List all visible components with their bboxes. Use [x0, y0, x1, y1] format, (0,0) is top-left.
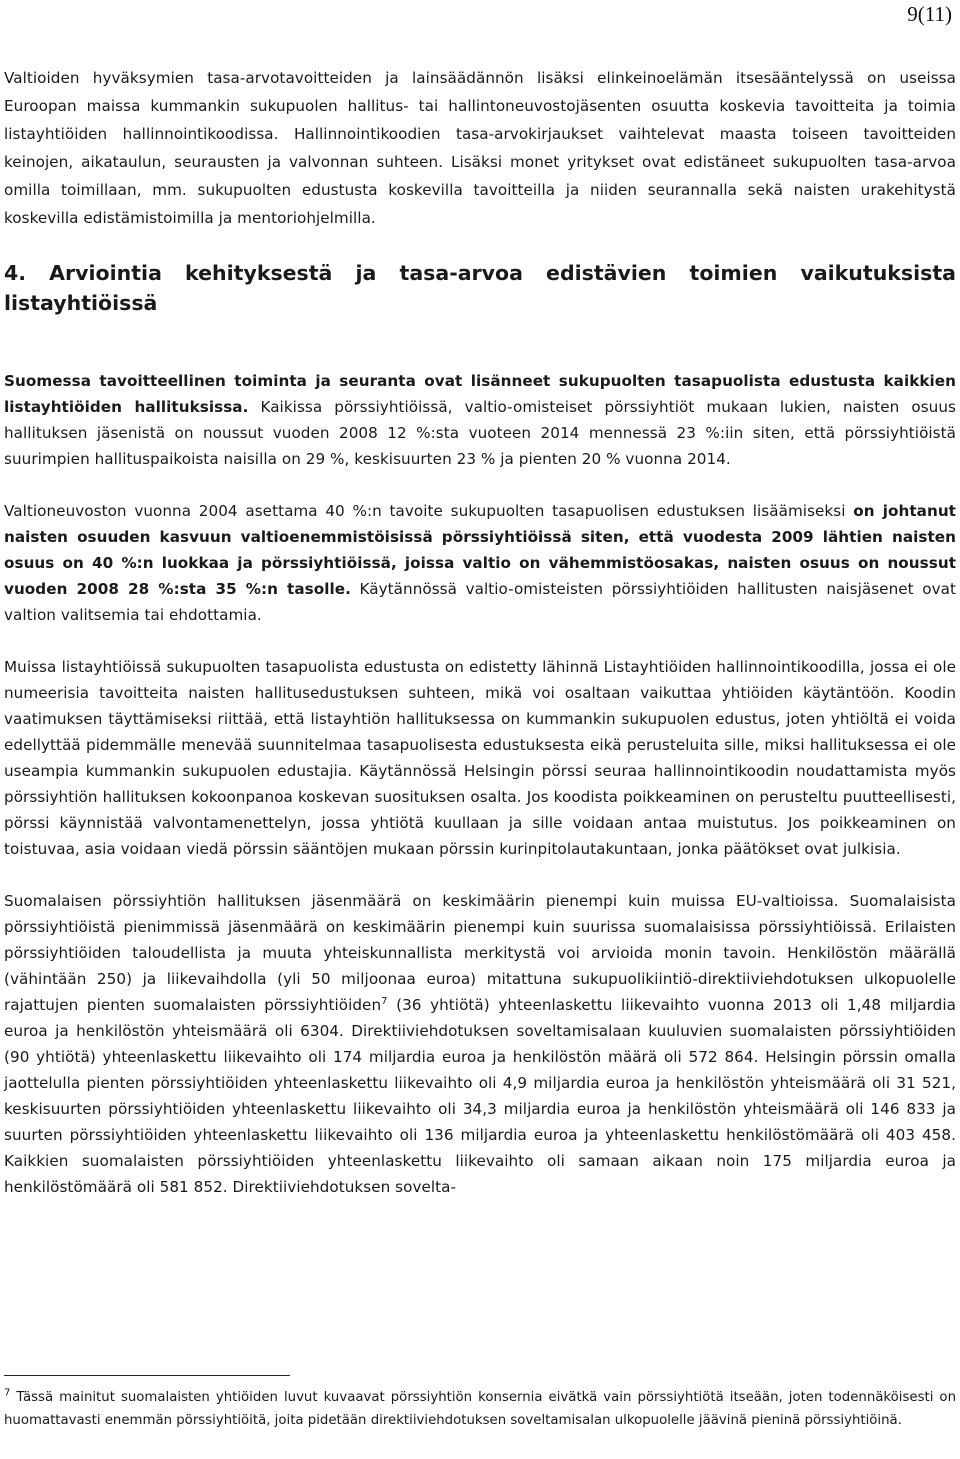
paragraph-government-target	[4, 498, 956, 628]
paragraph-government-target-text: Käytännössä valtio-omisteisten pörssiyhtiöiden hallitusten naisjäsenet ovat valtion valitsemia tai ehdottamia.	[4, 580, 956, 624]
paragraph-company-sizes-after: (36 yhtiötä) yhteenlaskettu liikevaihto vuonna 2013 oli 1,48 miljardia euroa ja henkilöstön yhteismäärä oli 6304. Direktiiviehdotuksen soveltamisalaan kuuluvien suomalaisten pörssiyhtiöiden (90 yhtiötä) yhteenlaskettu liikevaihto oli 174 miljardia euroa ja henkilöstön määrä oli 572 864. Helsingin pörssin omalla jaottelulla pienten pörssiyhtiöiden yhteenlaskettu liikevaihto oli 4,9 miljardia euroa ja henkilöstön yhteismäärä oli 31 521, keskisuurten pörssiyhtiöiden yhteenlaskettu liikevaihto oli 34,3 miljardia euroa ja henkilöstön yhteismäärä oli 146 833 ja suurten pörssiyhtiöiden yhteenlaskettu liikevaihto oli 136 miljardia euroa ja yhteenlaskettu henkilöstömäärä oli 403 458. Kaikkien suomalaisten pörssiyhtiöiden yhteenlaskettu liikevaihto oli samaan aikaan noin 175 miljardia euroa ja henkilöstömäärä oli 581 852. Direktiiviehdotuksen sovelta-	[4, 996, 956, 1196]
paragraph-government-target-lead: Valtioneuvoston vuonna 2004 asettama 40 %:n tavoite sukupuolten tasapuolisen edustuksen lisäämiseksi	[4, 502, 854, 520]
page-number: 9(11)	[907, 2, 952, 26]
footnote-reference[interactable]: 7	[381, 995, 388, 1007]
paragraph-government-target-bold: on johtanut naisten osuuden kasvuun valtioenemmistöisissä pörssiyhtiöissä siten, että vuodesta 2009 lähtien naisten osuus on 40 %:n luokkaa ja pörssiyhtiöissä, joissa valtio on vähemmistöosakas, naisten osuus on noussut vuoden 2008 28 %:sta 35 %:n tasolle.	[4, 502, 956, 598]
document-body	[4, 64, 956, 1200]
paragraph-board-share	[4, 368, 956, 472]
footnote-text: Tässä mainitut suomalaisten yhtiöiden luvut kuvaavat pörssiyhtiön konsernia eivätkä vain pörssiyhtiötä itseään, joten todennäköisesti on huomattavasti enemmän pörssiyhtiöitä, joita pidetään direktiiviehdotuksen soveltamisalan ulkopuolelle jäävinä pieninä pörssiyhtiöinä.	[4, 1390, 956, 1428]
paragraph-company-sizes-before: Suomalaisen pörssiyhtiön hallituksen jäsenmäärä on keskimäärin pienempi kuin muissa EU-valtioissa. Suomalaisista pörssiyhtiöistä pienimmissä jäsenmäärä on keskimäärin pienempi kuin suurissa suomalaisissa pörssiyhtiöissä. Erilaisten pörssiyhtiöiden taloudellista ja muuta yhteiskunnallista merkitystä voi arvioida monin tavoin. Henkilöstön määrällä (vähintään 250) ja liikevaihdolla (yli 50 miljoonaa euroa) mitattuna sukupuolikiintiö-direktiiviehdotuksen ulkopuolelle rajattujen pienten suomalaisten pörssiyhtiöiden	[4, 892, 956, 1014]
footnote	[4, 1386, 956, 1432]
footnote-number: 7	[4, 1387, 11, 1399]
paragraph-governance-code: Muissa listayhtiöissä sukupuolten tasapuolista edustusta on edistetty lähinnä Listayhtiöiden hallinnointikoodilla, jossa ei ole numeerisia tavoitteita naisten hallitusedustuksen suhteen, mikä voi osaltaan vaikuttaa yhtiöiden käytäntöön. Koodin vaatimuksen täyttämiseksi riittää, että listayhtiön hallituksessa on kummankin sukupuolen edustus, joten yhtiöltä ei voida edellyttää pidemmälle menevää suunnitelmaa tasapuolisesta edustuksesta eikä perusteluita sille, miksi hallituksessa ei ole useampia kummankin sukupuolen edustajia. Käytännössä Helsingin pörssi seuraa hallinnointikoodin noudattamista myös pörssiyhtiön hallituksen kokoonpanoa koskevan suosituksen osalta. Jos koodista poikkeaminen on perusteltu puutteellisesti, pörssi käynnistää valvontamenettelyn, jossa yhtiötä kuullaan ja sille voidaan antaa muistutus. Jos poikkeaminen on toistuvaa, asia voidaan viedä pörssin sääntöjen mukaan pörssin kurinpitolautakuntaan, jonka päätökset ovat julkisia.	[4, 658, 956, 858]
paragraph-company-sizes	[4, 888, 956, 1200]
section-heading: 4. Arviointia kehityksestä ja tasa-arvoa edistävien toimien vaikutuksista listayhtiöissä	[4, 261, 956, 315]
footnote-divider	[4, 1375, 290, 1376]
paragraph-board-share-bold: Suomessa tavoitteellinen toiminta ja seuranta ovat lisänneet sukupuolten tasapuolista edustusta kaikkien listayhtiöiden hallituksissa.	[4, 372, 956, 416]
paragraph-board-share-text: Kaikissa pörssiyhtiöissä, valtio-omisteiset pörssiyhtiöt mukaan lukien, naisten osuus hallituksen jäsenistä on noussut vuoden 2008 12 %:sta vuoteen 2014 mennessä 23 %:iin siten, että pörssiyhtiöistä suurimpien hallituspaikoista naisilla on 29 %, keskisuurten 23 % ja pienten 20 % vuonna 2014.	[4, 398, 956, 468]
paragraph-intro: Valtioiden hyväksymien tasa-arvotavoitteiden ja lainsäädännön lisäksi elinkeinoelämän itsesääntelyssä on useissa Euroopan maissa kummankin sukupuolen hallitus- tai hallintoneuvostojäsenten osuutta koskevia tavoitteita ja toimia listayhtiöiden hallinnointikoodissa. Hallinnointikoodien tasa-arvokirjaukset vaihtelevat maasta toiseen tavoitteiden keinojen, aikataulun, seurausten ja valvonnan suhteen. Lisäksi monet yritykset ovat edistäneet sukupuolten tasa-arvoa omilla toimillaan, mm. sukupuolten edustusta koskevilla tavoitteilla ja niiden seurannalla sekä naisten urakehitystä koskevilla edistämistoimilla ja mentoriohjelmilla.	[4, 69, 956, 227]
